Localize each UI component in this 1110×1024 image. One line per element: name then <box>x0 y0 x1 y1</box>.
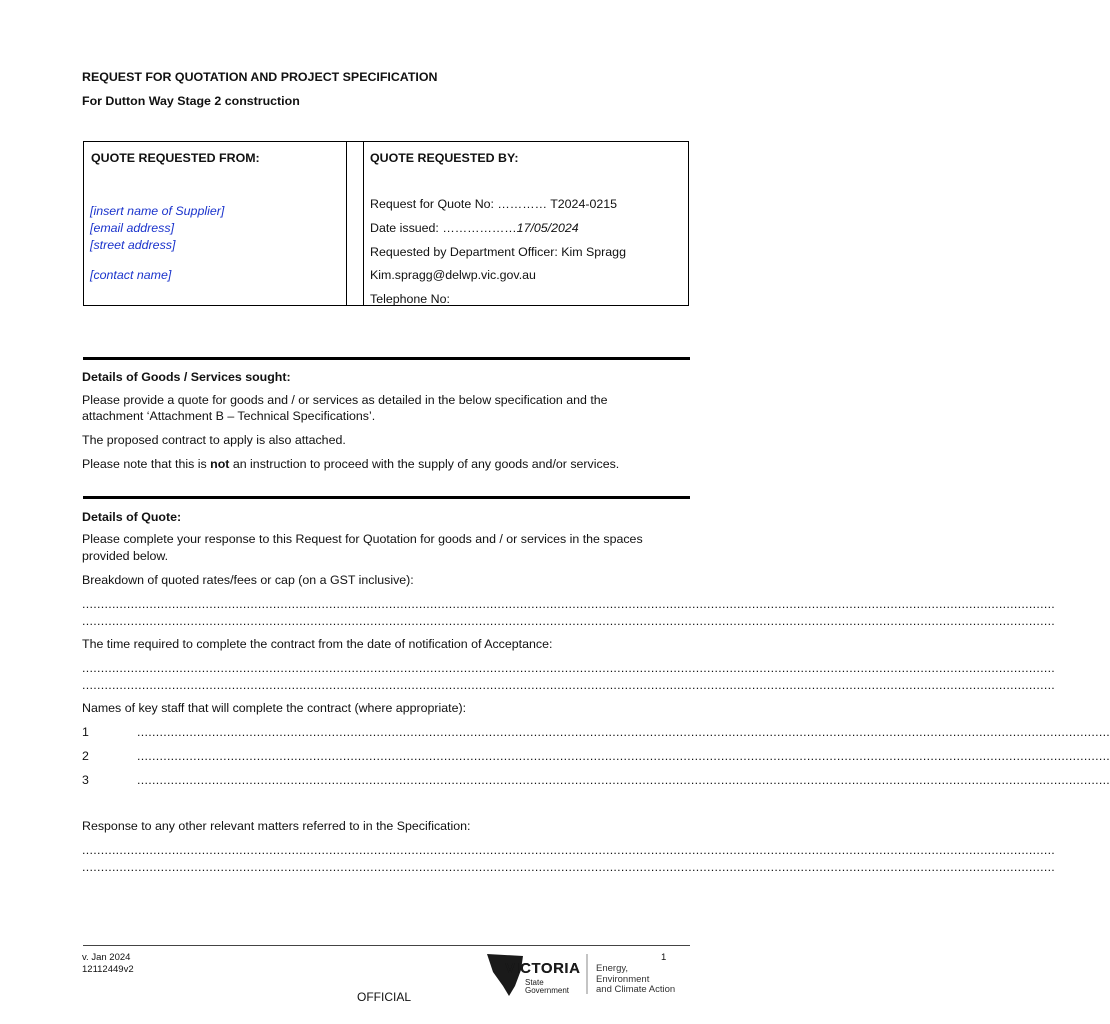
quote-from-label: QUOTE REQUESTED FROM: <box>91 151 260 165</box>
other-matters-answer-line[interactable]: .................................................................................................................................................................................................................................................................... <box>82 843 1056 857</box>
quote-heading: Details of Quote: <box>82 510 182 524</box>
page-number: 1 <box>661 952 667 963</box>
goods-paragraph: attachment ‘Attachment B – Technical Specifications’. <box>82 409 376 423</box>
key-staff-label: Names of key staff that will complete the contract (where appropriate): <box>82 701 467 715</box>
staff-number: 1 <box>82 725 89 739</box>
time-answer-line[interactable]: .................................................................................................................................................................................................................................................................... <box>82 678 1056 692</box>
staff-number: 3 <box>82 773 89 787</box>
department-name: and Climate Action <box>596 984 676 995</box>
not-instruction-note: Please note that this is not an instruction to proceed with the supply of any goods and/or services. <box>82 457 620 471</box>
quote-table <box>83 141 689 306</box>
breakdown-answer-line[interactable]: .................................................................................................................................................................................................................................................................... <box>82 614 1056 628</box>
quote-intro: provided below. <box>82 549 169 563</box>
goods-heading: Details of Goods / Services sought: <box>82 370 291 384</box>
time-required-label: The time required to complete the contract from the date of notification of Acceptance: <box>82 637 553 651</box>
goods-paragraph: Please provide a quote for goods and / or services as detailed in the below specification and the <box>82 393 608 407</box>
classification-label: OFFICIAL <box>357 990 412 1004</box>
other-matters-label: Response to any other relevant matters referred to in the Specification: <box>82 819 471 833</box>
staff-number: 2 <box>82 749 89 763</box>
footer-divider <box>83 945 690 946</box>
document-title: REQUEST FOR QUOTATION AND PROJECT SPECIFICATION <box>82 70 438 84</box>
section-divider <box>83 357 690 360</box>
department-officer: Requested by Department Officer: Kim Spragg <box>370 245 626 259</box>
time-answer-line[interactable]: .................................................................................................................................................................................................................................................................... <box>82 661 1056 675</box>
officer-email: Kim.spragg@delwp.vic.gov.au <box>370 268 536 282</box>
department-name: Energy, <box>596 963 629 974</box>
supplier-email-placeholder: [email address] <box>90 221 175 235</box>
document-id: 12112449v2 <box>82 964 134 975</box>
table-divider <box>363 142 364 305</box>
supplier-contact-placeholder: [contact name] <box>90 268 172 282</box>
date-issued: Date issued: ………………17/05/2024 <box>370 221 579 235</box>
contract-note: The proposed contract to apply is also attached. <box>82 433 346 447</box>
quote-by-label: QUOTE REQUESTED BY: <box>370 151 519 165</box>
breakdown-answer-line[interactable]: .................................................................................................................................................................................................................................................................... <box>82 597 1056 611</box>
other-matters-answer-line[interactable]: .................................................................................................................................................................................................................................................................... <box>82 860 1056 874</box>
staff-name-line[interactable]: .................................................................................................................................................................................................................................................................... <box>137 725 1110 739</box>
version-text: v. Jan 2024 <box>82 952 131 963</box>
staff-name-line[interactable]: .................................................................................................................................................................................................................................................................... <box>137 749 1110 763</box>
quote-intro: Please complete your response to this Request for Quotation for goods and / or services in the spaces <box>82 532 643 546</box>
table-divider <box>346 142 347 305</box>
rfq-number: Request for Quote No: ………… T2024-0215 <box>370 197 618 211</box>
supplier-name-placeholder: [insert name of Supplier] <box>90 204 225 218</box>
logo-wordmark: VICTORIA <box>505 960 581 977</box>
victoria-government-logo <box>485 950 685 1000</box>
section-divider <box>83 496 690 499</box>
breakdown-label: Breakdown of quoted rates/fees or cap (on a GST inclusive): <box>82 573 414 587</box>
logo-sub: State <box>525 978 544 987</box>
department-name: Environment <box>596 973 650 985</box>
supplier-street-placeholder: [street address] <box>90 238 176 252</box>
logo-sub: Government <box>525 986 570 995</box>
staff-name-line[interactable]: .................................................................................................................................................................................................................................................................... <box>137 773 1110 787</box>
document-subtitle: For Dutton Way Stage 2 construction <box>82 94 300 108</box>
date-value: 17/05/2024 <box>516 221 579 235</box>
telephone-label: Telephone No: <box>370 292 450 306</box>
